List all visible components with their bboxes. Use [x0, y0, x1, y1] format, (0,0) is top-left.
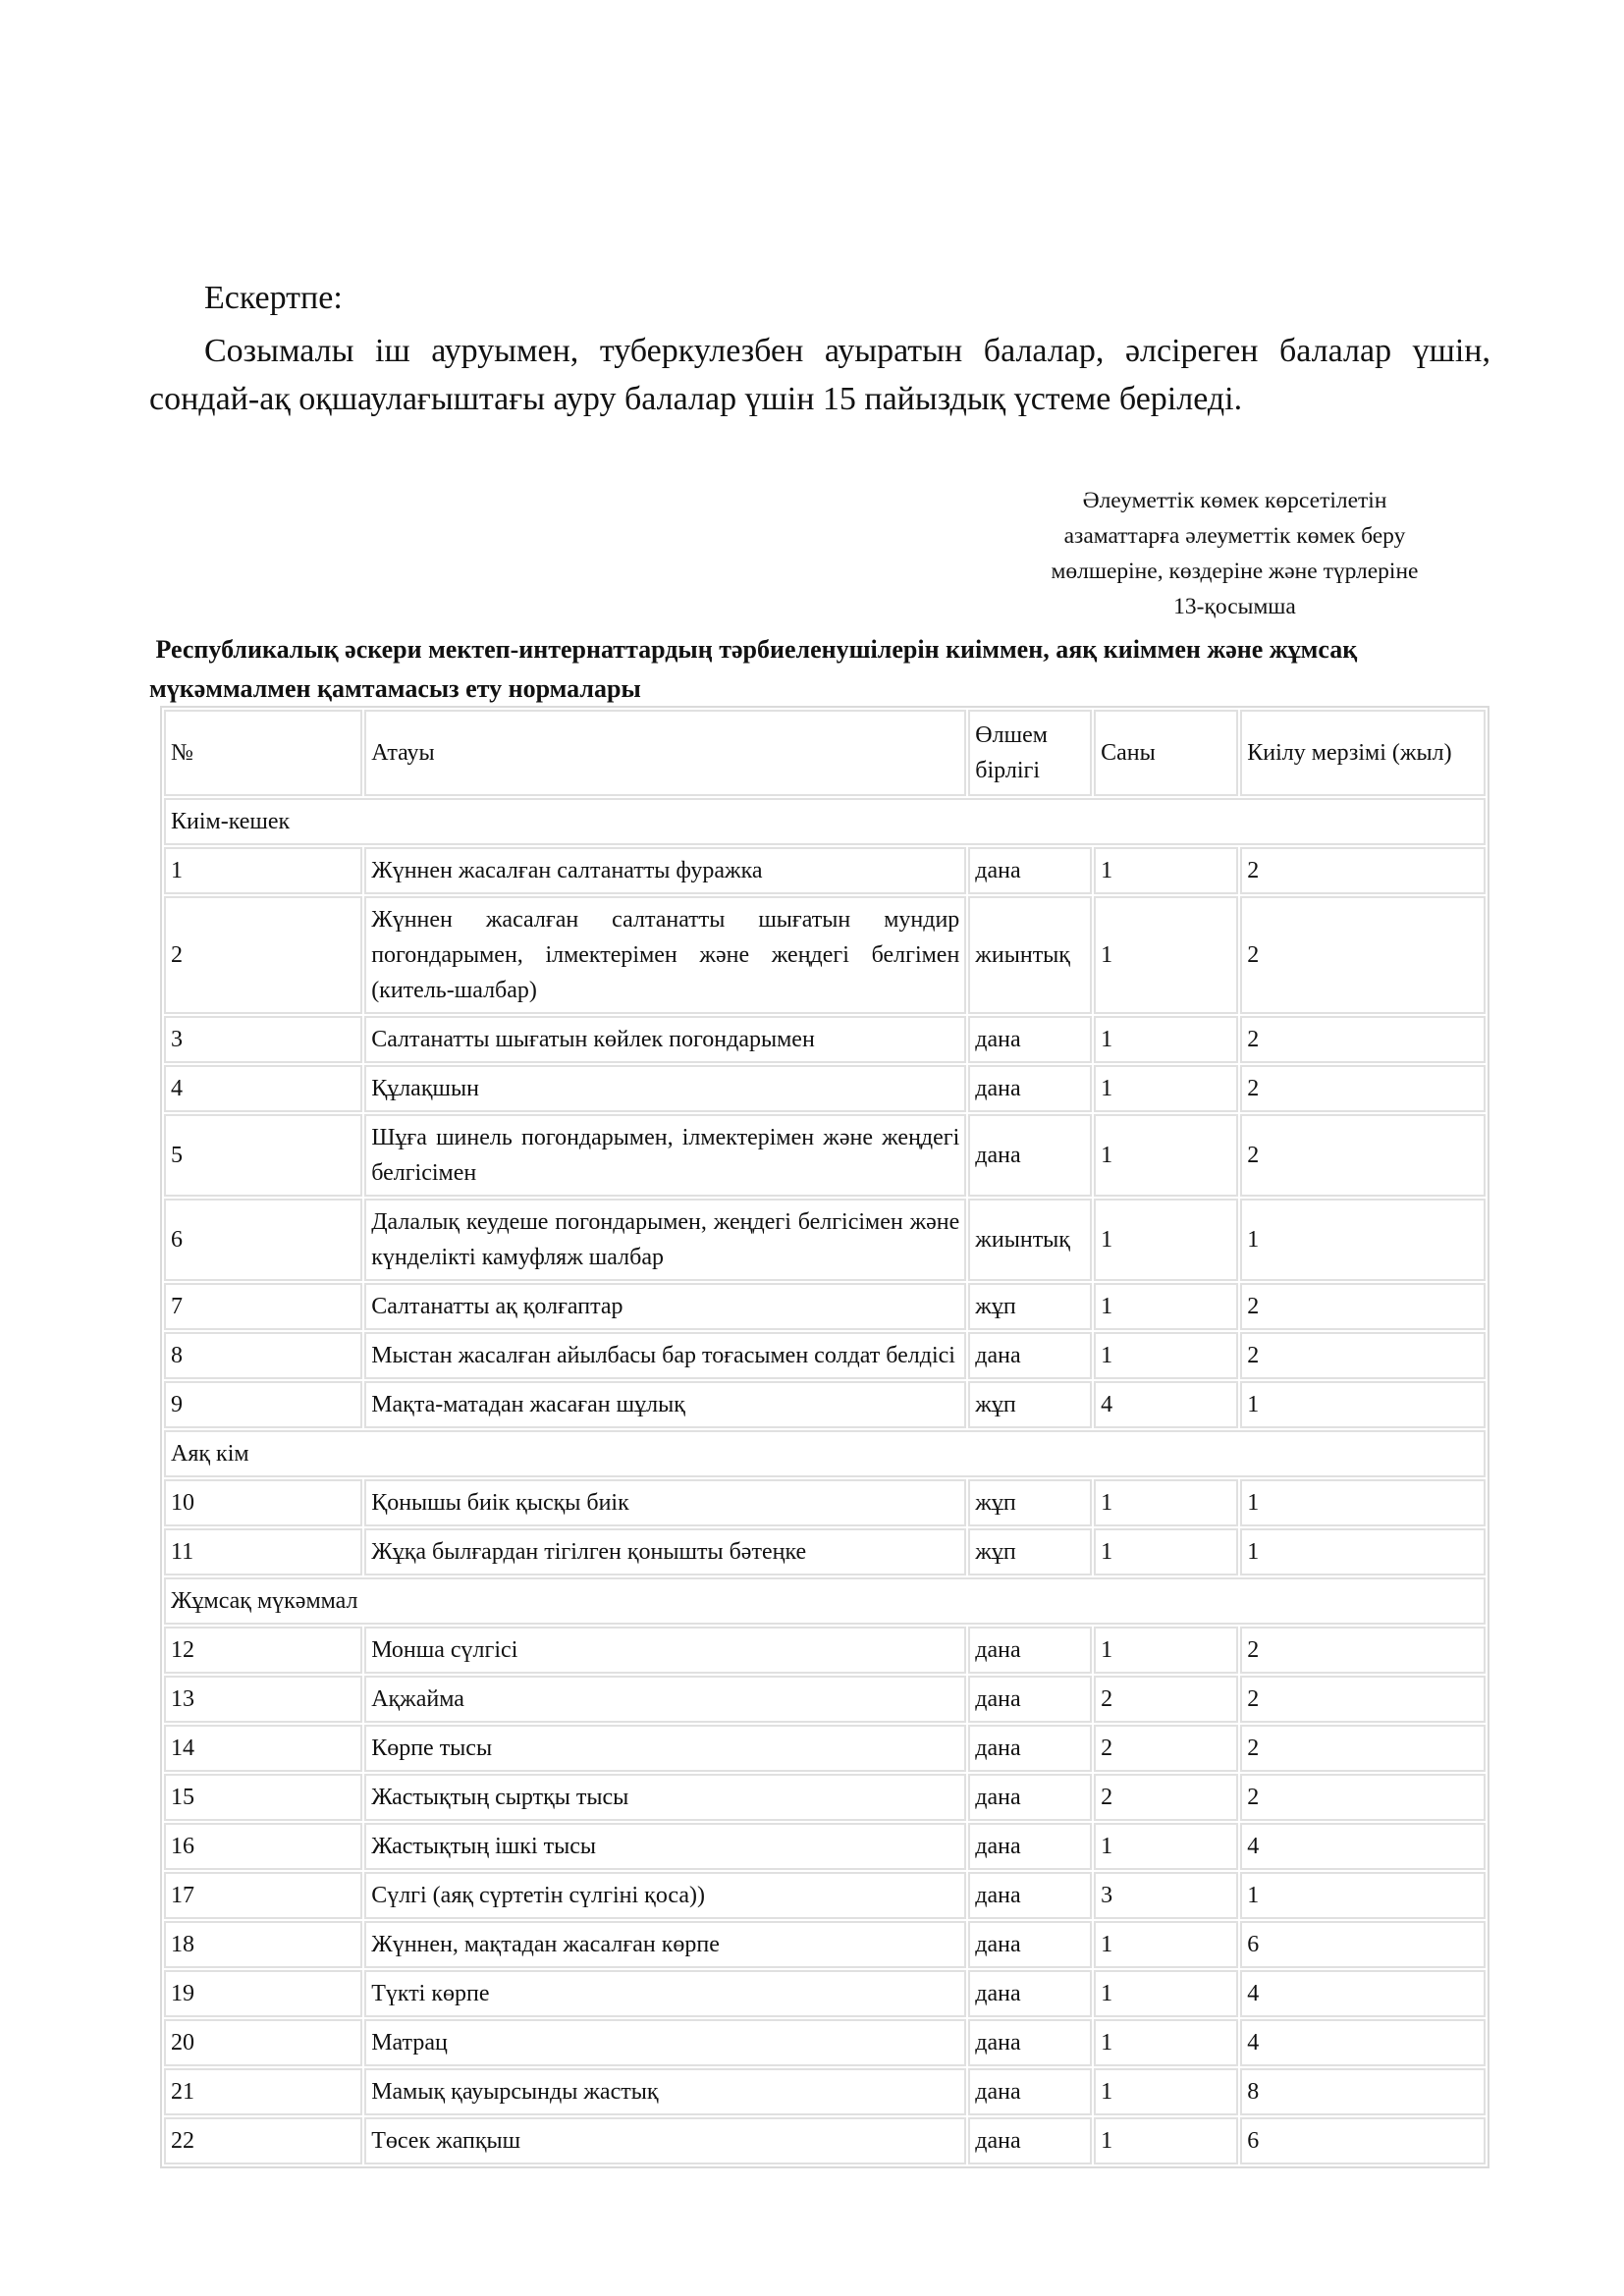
- cell-number: 19: [164, 1970, 362, 2017]
- cell-quantity: 1: [1094, 1528, 1238, 1575]
- table-row: [164, 896, 1486, 1014]
- table-row: [164, 1970, 1486, 2017]
- cell-wear-term: 2: [1240, 1676, 1486, 1723]
- norms-table: [160, 706, 1489, 2168]
- table-row: [164, 1065, 1486, 1112]
- cell-name: Далалық кеудеше погондарымен, жеңдегі белгісімен және күнделікті камуфляж шалбар: [364, 1199, 966, 1281]
- cell-name: Қонышы биік қысқы биік: [364, 1479, 966, 1526]
- cell-quantity: 4: [1094, 1381, 1238, 1428]
- cell-unit: дана: [968, 2117, 1092, 2164]
- cell-wear-term: 4: [1240, 1823, 1486, 1870]
- cell-name: Жүннен жасалған салтанатты фуражка: [364, 847, 966, 894]
- table-row: [164, 2117, 1486, 2164]
- cell-unit: дана: [968, 1065, 1092, 1112]
- cell-quantity: 1: [1094, 847, 1238, 894]
- cell-wear-term: 1: [1240, 1528, 1486, 1575]
- cell-unit: дана: [968, 1921, 1092, 1968]
- cell-unit: дана: [968, 1016, 1092, 1063]
- cell-name: Шұға шинель погондарымен, ілмектерімен және жеңдегі белгісімен: [364, 1114, 966, 1197]
- cell-name: Мамық қауырсынды жастық: [364, 2068, 966, 2115]
- cell-number: 22: [164, 2117, 362, 2164]
- cell-unit: дана: [968, 1970, 1092, 2017]
- cell-name: Көрпе тысы: [364, 1725, 966, 1772]
- cell-unit: жұп: [968, 1283, 1092, 1330]
- cell-unit: дана: [968, 1114, 1092, 1197]
- cell-number: 15: [164, 1774, 362, 1821]
- table-row: [164, 1479, 1486, 1526]
- table-row: [164, 1199, 1486, 1281]
- cell-wear-term: 1: [1240, 1381, 1486, 1428]
- cell-unit: жиынтық: [968, 1199, 1092, 1281]
- cell-wear-term: 1: [1240, 1479, 1486, 1526]
- cell-name: Сүлгі (аяқ сүртетін сүлгіні қоса)): [364, 1872, 966, 1919]
- cell-wear-term: 4: [1240, 2019, 1486, 2066]
- cell-quantity: 1: [1094, 1016, 1238, 1063]
- cell-number: 11: [164, 1528, 362, 1575]
- cell-unit: дана: [968, 1823, 1092, 1870]
- note-body: Созымалы іш ауруымен, туберкулезбен ауыратын балалар, әлсіреген балалар үшін, сондай-ақ оқшаулағыштағы ауру балалар үшін 15 пайыздық үстеме беріледі.: [149, 333, 1490, 417]
- cell-name: Жастықтың сыртқы тысы: [364, 1774, 966, 1821]
- cell-number: 7: [164, 1283, 362, 1330]
- cell-wear-term: 2: [1240, 1065, 1486, 1112]
- cell-name: Салтанатты ақ қолғаптар: [364, 1283, 966, 1330]
- cell-unit: жұп: [968, 1479, 1092, 1526]
- cell-wear-term: 2: [1240, 1332, 1486, 1379]
- table-row: [164, 1381, 1486, 1428]
- cell-unit: дана: [968, 1332, 1092, 1379]
- cell-name: Мақта-матадан жасаған шұлық: [364, 1381, 966, 1428]
- cell-name: Салтанатты шығатын көйлек погондарымен: [364, 1016, 966, 1063]
- cell-quantity: 2: [1094, 1676, 1238, 1723]
- cell-unit: дана: [968, 2019, 1092, 2066]
- table-header-row: [164, 710, 1486, 796]
- cell-quantity: 1: [1094, 1065, 1238, 1112]
- table-row: [164, 1774, 1486, 1821]
- cell-wear-term: 8: [1240, 2068, 1486, 2115]
- note-label: Ескертпе:: [204, 280, 343, 316]
- cell-wear-term: 1: [1240, 1872, 1486, 1919]
- cell-quantity: 1: [1094, 1199, 1238, 1281]
- cell-number: 14: [164, 1725, 362, 1772]
- header-number: №: [164, 710, 362, 796]
- cell-wear-term: 2: [1240, 1283, 1486, 1330]
- cell-unit: дана: [968, 1676, 1092, 1723]
- cell-number: 12: [164, 1627, 362, 1674]
- cell-unit: дана: [968, 1627, 1092, 1674]
- table-row: [164, 847, 1486, 894]
- cell-name: Ақжайма: [364, 1676, 966, 1723]
- appendix-line: мөлшеріне, көздеріне және түрлеріне: [1051, 559, 1419, 584]
- table-row: [164, 1114, 1486, 1197]
- table-row: [164, 1823, 1486, 1870]
- table-row: [164, 1016, 1486, 1063]
- cell-name: Монша сүлгісі: [364, 1627, 966, 1674]
- cell-number: 9: [164, 1381, 362, 1428]
- cell-quantity: 1: [1094, 1970, 1238, 2017]
- cell-unit: жұп: [968, 1528, 1092, 1575]
- cell-unit: жұп: [968, 1381, 1092, 1428]
- cell-quantity: 1: [1094, 2019, 1238, 2066]
- cell-wear-term: 2: [1240, 1627, 1486, 1674]
- cell-wear-term: 2: [1240, 1725, 1486, 1772]
- cell-number: 8: [164, 1332, 362, 1379]
- cell-wear-term: 2: [1240, 896, 1486, 1014]
- cell-wear-term: 6: [1240, 1921, 1486, 1968]
- header-name: Атауы: [364, 710, 966, 796]
- cell-number: 16: [164, 1823, 362, 1870]
- cell-wear-term: 2: [1240, 1114, 1486, 1197]
- cell-quantity: 1: [1094, 1332, 1238, 1379]
- cell-number: 13: [164, 1676, 362, 1723]
- cell-number: 5: [164, 1114, 362, 1197]
- cell-quantity: 1: [1094, 1114, 1238, 1197]
- table-row: [164, 1283, 1486, 1330]
- cell-unit: дана: [968, 1725, 1092, 1772]
- table-row: [164, 1627, 1486, 1674]
- cell-number: 4: [164, 1065, 362, 1112]
- category-row: [164, 798, 1486, 845]
- cell-number: 10: [164, 1479, 362, 1526]
- header-quantity: Саны: [1094, 710, 1238, 796]
- cell-number: 3: [164, 1016, 362, 1063]
- cell-name: Жұқа былғардан тігілген қонышты бәтеңке: [364, 1528, 966, 1575]
- cell-name: Мыстан жасалған айылбасы бар тоғасымен солдат белдісі: [364, 1332, 966, 1379]
- cell-unit: дана: [968, 1774, 1092, 1821]
- cell-number: 2: [164, 896, 362, 1014]
- cell-unit: дана: [968, 847, 1092, 894]
- header-wear-term: Киілу мерзімі (жыл): [1240, 710, 1486, 796]
- cell-quantity: 2: [1094, 1725, 1238, 1772]
- category-label: Жұмсақ мүкәммал: [164, 1577, 1486, 1625]
- cell-wear-term: 1: [1240, 1199, 1486, 1281]
- cell-number: 17: [164, 1872, 362, 1919]
- cell-name: Түкті көрпе: [364, 1970, 966, 2017]
- cell-wear-term: 2: [1240, 1016, 1486, 1063]
- cell-wear-term: 2: [1240, 1774, 1486, 1821]
- cell-name: Жүннен жасалған салтанатты шығатын мундир погондарымен, ілмектерімен және жеңдегі белгімен (китель-шалбар): [364, 896, 966, 1014]
- cell-quantity: 1: [1094, 1823, 1238, 1870]
- cell-name: Жүннен, мақтадан жасалған көрпе: [364, 1921, 966, 1968]
- cell-quantity: 1: [1094, 1921, 1238, 1968]
- category-label: Аяқ кім: [164, 1430, 1486, 1477]
- cell-wear-term: 2: [1240, 847, 1486, 894]
- cell-name: Матрац: [364, 2019, 966, 2066]
- category-label: Киім-кешек: [164, 798, 1486, 845]
- cell-quantity: 1: [1094, 1479, 1238, 1526]
- cell-number: 21: [164, 2068, 362, 2115]
- cell-quantity: 3: [1094, 1872, 1238, 1919]
- cell-number: 6: [164, 1199, 362, 1281]
- table-row: [164, 1872, 1486, 1919]
- cell-number: 1: [164, 847, 362, 894]
- table-row: [164, 1332, 1486, 1379]
- cell-quantity: 1: [1094, 1283, 1238, 1330]
- cell-quantity: 1: [1094, 896, 1238, 1014]
- category-row: [164, 1577, 1486, 1625]
- cell-unit: дана: [968, 2068, 1092, 2115]
- appendix-reference: [982, 483, 1488, 624]
- cell-quantity: 1: [1094, 1627, 1238, 1674]
- category-row: [164, 1430, 1486, 1477]
- table-row: [164, 2068, 1486, 2115]
- cell-name: Жастықтың ішкі тысы: [364, 1823, 966, 1870]
- cell-number: 18: [164, 1921, 362, 1968]
- cell-name: Құлақшын: [364, 1065, 966, 1112]
- cell-quantity: 1: [1094, 2117, 1238, 2164]
- table-row: [164, 2019, 1486, 2066]
- table-row: [164, 1528, 1486, 1575]
- table-row: [164, 1676, 1486, 1723]
- appendix-number: 13-қосымша: [1173, 594, 1296, 619]
- document-title-text: Республикалық әскери мектеп-интернаттардың тәрбиеленушілерін киіммен, аяқ киіммен және жұмсақ мүкәммалмен қамтамасыз ету нормалары: [149, 635, 1358, 703]
- cell-unit: дана: [968, 1872, 1092, 1919]
- table-row: [164, 1725, 1486, 1772]
- appendix-line: азаматтарға әлеуметтік көмек беру: [1063, 523, 1406, 549]
- cell-wear-term: 4: [1240, 1970, 1486, 2017]
- cell-number: 20: [164, 2019, 362, 2066]
- cell-name: Төсек жапқыш: [364, 2117, 966, 2164]
- header-unit: Өлшем бірлігі: [968, 710, 1092, 796]
- table-row: [164, 1921, 1486, 1968]
- cell-quantity: 2: [1094, 1774, 1238, 1821]
- cell-wear-term: 6: [1240, 2117, 1486, 2164]
- cell-unit: жиынтық: [968, 896, 1092, 1014]
- appendix-line: Әлеуметтік көмек көрсетілетін: [1082, 488, 1387, 513]
- cell-quantity: 1: [1094, 2068, 1238, 2115]
- document-title: [149, 630, 1504, 709]
